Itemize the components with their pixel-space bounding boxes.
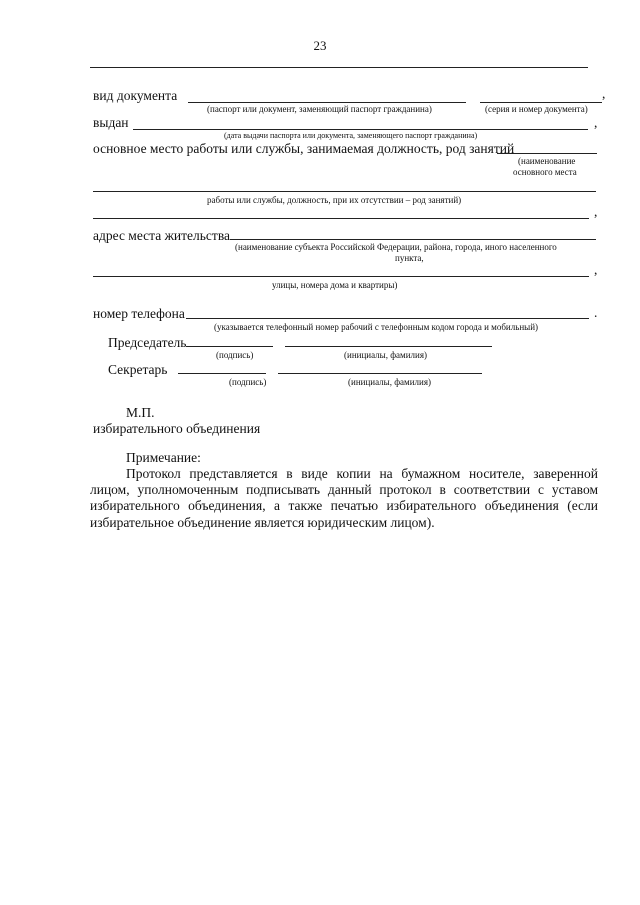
workplace-line-3[interactable] (93, 218, 589, 219)
secretary-name-line[interactable] (278, 373, 482, 374)
workplace-caption-right-2: основного места (513, 167, 577, 177)
doc-number-caption: (серия и номер документа) (485, 104, 588, 114)
doc-type-caption: (паспорт или документ, заменяющий паспорт гражданина) (207, 104, 432, 114)
issued-line[interactable] (133, 129, 588, 130)
doc-type-comma: , (602, 86, 606, 101)
doc-type-line[interactable] (188, 102, 466, 103)
phone-label: номер телефона (93, 306, 185, 321)
address-caption-3: улицы, номера дома и квартиры) (272, 280, 398, 290)
note-title: Примечание: (126, 450, 201, 465)
phone-line[interactable] (186, 318, 589, 319)
address-line-2[interactable] (93, 276, 589, 277)
chairman-name-caption: (инициалы, фамилия) (344, 350, 427, 360)
page-number: 23 (313, 38, 327, 53)
address-label: адрес места жительства (93, 228, 231, 243)
issued-comma: , (594, 115, 598, 130)
stamp-place: М.П. (126, 405, 155, 420)
secretary-label: Секретарь (108, 362, 168, 377)
chairman-sign-line[interactable] (186, 346, 273, 347)
phone-dot: . (594, 305, 598, 320)
address-line-1[interactable] (230, 239, 596, 240)
secretary-sign-line[interactable] (178, 373, 266, 374)
stamp-owner: избирательного объединения (93, 421, 261, 436)
workplace-line-2[interactable] (93, 191, 596, 192)
workplace-caption-continued: работы или службы, должность, при их отсутствии – род занятий) (207, 195, 462, 205)
issued-label: выдан (93, 115, 129, 130)
note-body: Протокол представляется в виде копии на бумажном носителе, заверенной лицом, уполномоченным подписывать данный протокол в соответствии с уставом избирательного объединения, а также печатью избирательного объединения (если избирательное объединение является юридическим лицом). (90, 466, 598, 530)
doc-number-line[interactable] (480, 102, 602, 103)
doc-type-label: вид документа (93, 88, 178, 103)
issued-caption: (дата выдачи паспорта или документа, заменяющего паспорт гражданина) (224, 131, 478, 140)
secretary-sign-caption: (подпись) (229, 377, 267, 387)
phone-caption: (указывается телефонный номер рабочий с телефонным кодом города и мобильный) (214, 322, 539, 332)
chairman-sign-caption: (подпись) (216, 350, 254, 360)
header-rule (90, 67, 588, 68)
workplace-caption-right-1: (наименование (518, 156, 576, 166)
chairman-name-line[interactable] (285, 346, 492, 347)
workplace-line-1[interactable] (497, 153, 597, 154)
address-comma: , (594, 262, 598, 277)
workplace-label: основное место работы или службы, занимаемая должность, род занятий (93, 141, 515, 156)
secretary-name-caption: (инициалы, фамилия) (348, 377, 431, 387)
note-text (90, 466, 598, 531)
address-caption-1: (наименование субъекта Российской Федерации, района, города, иного населенного (235, 242, 557, 252)
address-caption-2: пункта, (395, 253, 424, 263)
workplace-comma: , (594, 204, 598, 219)
chairman-label: Председатель (108, 335, 187, 350)
